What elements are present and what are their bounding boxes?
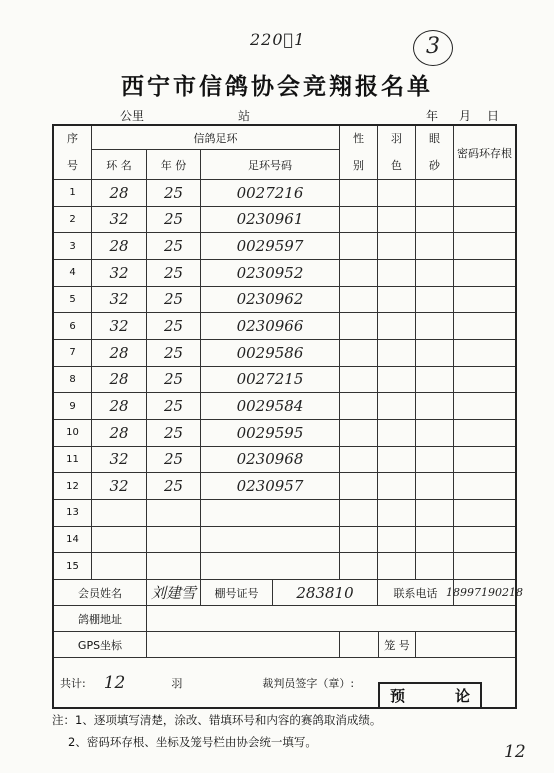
row-seq: 14 bbox=[54, 527, 92, 554]
row-feather bbox=[378, 420, 416, 447]
header-seq-bottom: 号 bbox=[54, 150, 92, 180]
total-label: 共计: bbox=[60, 676, 86, 690]
date-day-label: 日 bbox=[487, 109, 500, 123]
seal-number-value bbox=[416, 632, 515, 658]
row-ring-number: 0230962 bbox=[201, 287, 340, 314]
row-ring-name: 32 bbox=[92, 260, 147, 287]
header-ring-name: 环 名 bbox=[92, 150, 147, 180]
row-seq: 10 bbox=[54, 420, 92, 447]
row-secret-stub bbox=[454, 420, 515, 447]
row-ring-name bbox=[92, 527, 147, 554]
header-sex-bottom: 别 bbox=[340, 150, 378, 180]
row-ring-name: 28 bbox=[92, 420, 147, 447]
row-feather bbox=[378, 527, 416, 554]
row-eye bbox=[416, 527, 454, 554]
row-seq: 11 bbox=[54, 447, 92, 474]
row-ring-number: 0029586 bbox=[201, 340, 340, 367]
loft-id-label: 棚号证号 bbox=[201, 580, 273, 606]
row-ring-number: 0230966 bbox=[201, 313, 340, 340]
row-year: 25 bbox=[147, 367, 201, 394]
row-ring-name bbox=[92, 553, 147, 580]
row-seq: 13 bbox=[54, 500, 92, 527]
phone-value: 18997190218 bbox=[454, 580, 515, 606]
row-seq: 5 bbox=[54, 287, 92, 314]
date-year-label: 年 bbox=[426, 109, 439, 123]
row-secret-stub bbox=[454, 287, 515, 314]
row-eye bbox=[416, 207, 454, 234]
row-feather bbox=[378, 260, 416, 287]
header-seq-top: 序 bbox=[54, 126, 92, 150]
row-sex bbox=[340, 420, 378, 447]
row-ring-number bbox=[201, 553, 340, 580]
row-secret-stub bbox=[454, 207, 515, 234]
row-feather bbox=[378, 367, 416, 394]
row-year: 25 bbox=[147, 447, 201, 474]
row-ring-number bbox=[201, 527, 340, 554]
row-secret-stub bbox=[454, 393, 515, 420]
row-sex bbox=[340, 553, 378, 580]
row-sex bbox=[340, 447, 378, 474]
row-eye bbox=[416, 287, 454, 314]
referee-signature-label: 裁判员签字（章）: bbox=[262, 676, 355, 690]
header-ring-number: 足环号码 bbox=[201, 150, 340, 180]
handwritten-top-note: 220𨩴1 bbox=[250, 30, 306, 49]
row-sex bbox=[340, 500, 378, 527]
phone-label: 联系电话 bbox=[378, 580, 454, 606]
row-ring-number: 0029595 bbox=[201, 420, 340, 447]
gps-spacer bbox=[340, 632, 378, 658]
row-sex bbox=[340, 340, 378, 367]
row-feather bbox=[378, 340, 416, 367]
row-year: 25 bbox=[147, 340, 201, 367]
row-seq: 8 bbox=[54, 367, 92, 394]
header-feather-bottom: 色 bbox=[378, 150, 416, 180]
row-ring-name: 32 bbox=[92, 473, 147, 500]
row-secret-stub bbox=[454, 313, 515, 340]
row-secret-stub bbox=[454, 260, 515, 287]
row-secret-stub bbox=[454, 553, 515, 580]
row-feather bbox=[378, 180, 416, 207]
row-secret-stub bbox=[454, 447, 515, 474]
row-seq: 15 bbox=[54, 553, 92, 580]
row-feather bbox=[378, 553, 416, 580]
row-ring-name: 28 bbox=[92, 367, 147, 394]
row-year: 25 bbox=[147, 313, 201, 340]
row-secret-stub bbox=[454, 473, 515, 500]
stamp-char-1: 预 bbox=[390, 687, 406, 705]
row-seq: 6 bbox=[54, 313, 92, 340]
row-ring-number: 0027216 bbox=[201, 180, 340, 207]
note-line-1: 注：1、逐项填写清楚，涂改、错填环号和内容的赛鸽取消成绩。 bbox=[52, 713, 382, 727]
row-ring-number: 0230968 bbox=[201, 447, 340, 474]
row-eye bbox=[416, 233, 454, 260]
row-ring-number: 0230952 bbox=[201, 260, 340, 287]
row-eye bbox=[416, 447, 454, 474]
row-sex bbox=[340, 207, 378, 234]
row-sex bbox=[340, 287, 378, 314]
row-ring-name: 32 bbox=[92, 207, 147, 234]
row-secret-stub bbox=[454, 527, 515, 554]
row-year: 25 bbox=[147, 473, 201, 500]
row-sex bbox=[340, 233, 378, 260]
row-feather bbox=[378, 500, 416, 527]
member-name-label: 会员姓名 bbox=[54, 580, 147, 606]
loft-id-value: 283810 bbox=[273, 580, 378, 606]
row-ring-name: 32 bbox=[92, 313, 147, 340]
row-year: 25 bbox=[147, 180, 201, 207]
loft-address-value bbox=[147, 606, 515, 632]
row-ring-number: 0029597 bbox=[201, 233, 340, 260]
row-seq: 3 bbox=[54, 233, 92, 260]
row-seq: 7 bbox=[54, 340, 92, 367]
stamp-char-2: 论 bbox=[454, 687, 470, 705]
seal-number-label: 笼 号 bbox=[378, 632, 416, 658]
station-suffix: 站 bbox=[238, 109, 251, 123]
row-ring-name: 28 bbox=[92, 340, 147, 367]
row-sex bbox=[340, 313, 378, 340]
form-title: 西宁市信鸽协会竞翔报名单 bbox=[121, 73, 433, 100]
association-stamp bbox=[378, 682, 482, 709]
row-sex bbox=[340, 367, 378, 394]
row-ring-name: 28 bbox=[92, 233, 147, 260]
row-ring-number: 0230957 bbox=[201, 473, 340, 500]
handwritten-page-number: 12 bbox=[504, 742, 526, 762]
row-feather bbox=[378, 207, 416, 234]
total-value: 12 bbox=[103, 672, 126, 693]
row-seq: 9 bbox=[54, 393, 92, 420]
row-sex bbox=[340, 260, 378, 287]
row-ring-number: 0029584 bbox=[201, 393, 340, 420]
row-eye bbox=[416, 553, 454, 580]
note-line-2: 2、密码环存根、坐标及笼号栏由协会统一填写。 bbox=[68, 735, 317, 749]
row-eye bbox=[416, 260, 454, 287]
station-label: 公里 bbox=[120, 109, 145, 123]
header-eye-bottom: 砂 bbox=[416, 150, 454, 180]
row-feather bbox=[378, 233, 416, 260]
date-month-label: 月 bbox=[459, 109, 472, 123]
row-eye bbox=[416, 367, 454, 394]
handwritten-circled-number: 3 bbox=[413, 30, 453, 66]
row-year: 25 bbox=[147, 207, 201, 234]
row-year: 25 bbox=[147, 287, 201, 314]
row-year: 25 bbox=[147, 420, 201, 447]
header-secret-stub: 密码环存根 bbox=[454, 126, 515, 180]
row-ring-name: 28 bbox=[92, 393, 147, 420]
row-secret-stub bbox=[454, 233, 515, 260]
loft-address-label: 鸽棚地址 bbox=[54, 606, 147, 632]
registration-form bbox=[52, 124, 523, 709]
row-seq: 4 bbox=[54, 260, 92, 287]
row-sex bbox=[340, 180, 378, 207]
row-seq: 2 bbox=[54, 207, 92, 234]
row-eye bbox=[416, 313, 454, 340]
row-seq: 1 bbox=[54, 180, 92, 207]
gps-value bbox=[147, 632, 340, 658]
row-ring-name: 32 bbox=[92, 447, 147, 474]
gps-label: GPS坐标 bbox=[54, 632, 147, 658]
row-ring-number bbox=[201, 500, 340, 527]
header-sex-top: 性 bbox=[340, 126, 378, 150]
row-secret-stub bbox=[454, 367, 515, 394]
row-secret-stub bbox=[454, 180, 515, 207]
row-year bbox=[147, 527, 201, 554]
row-year: 25 bbox=[147, 233, 201, 260]
header-eye-top: 眼 bbox=[416, 126, 454, 150]
header-feather-top: 羽 bbox=[378, 126, 416, 150]
header-ring-group: 信鸽足环 bbox=[92, 126, 340, 150]
row-ring-name: 32 bbox=[92, 287, 147, 314]
row-eye bbox=[416, 393, 454, 420]
row-secret-stub bbox=[454, 340, 515, 367]
row-ring-name: 28 bbox=[92, 180, 147, 207]
row-secret-stub bbox=[454, 500, 515, 527]
row-feather bbox=[378, 313, 416, 340]
member-name-value: 刘建雪 bbox=[147, 580, 201, 606]
row-eye bbox=[416, 473, 454, 500]
row-feather bbox=[378, 393, 416, 420]
row-sex bbox=[340, 473, 378, 500]
row-year: 25 bbox=[147, 260, 201, 287]
row-feather bbox=[378, 473, 416, 500]
row-sex bbox=[340, 393, 378, 420]
row-year bbox=[147, 553, 201, 580]
row-ring-name bbox=[92, 500, 147, 527]
row-eye bbox=[416, 500, 454, 527]
row-year: 25 bbox=[147, 393, 201, 420]
row-feather bbox=[378, 287, 416, 314]
row-eye bbox=[416, 180, 454, 207]
row-sex bbox=[340, 527, 378, 554]
row-ring-number: 0230961 bbox=[201, 207, 340, 234]
total-unit: 羽 bbox=[171, 676, 183, 690]
row-eye bbox=[416, 420, 454, 447]
row-eye bbox=[416, 340, 454, 367]
header-year: 年 份 bbox=[147, 150, 201, 180]
row-ring-number: 0027215 bbox=[201, 367, 340, 394]
row-year bbox=[147, 500, 201, 527]
row-seq: 12 bbox=[54, 473, 92, 500]
row-feather bbox=[378, 447, 416, 474]
